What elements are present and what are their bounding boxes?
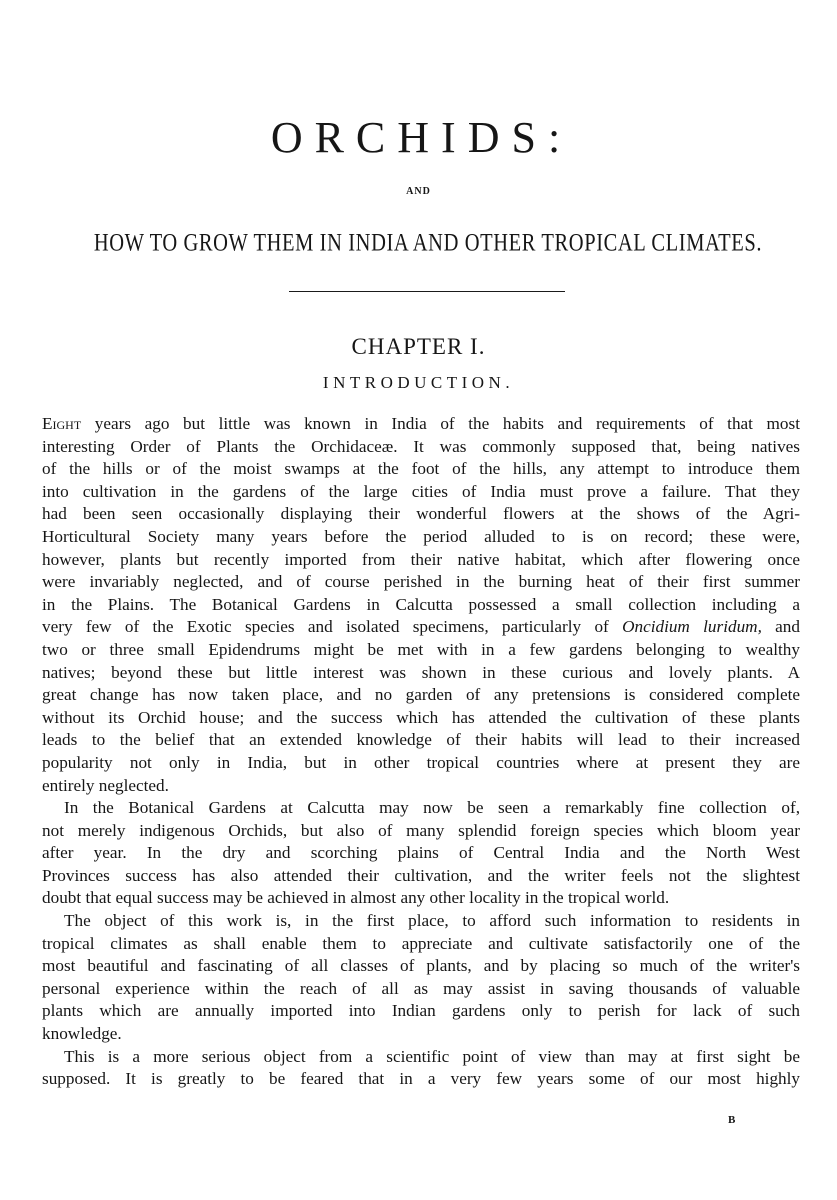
text-line — [42, 616, 800, 639]
book-subtitle: HOW TO GROW THEM IN INDIA AND OTHER TROPICAL CLIMATES. — [93, 229, 763, 257]
text-line: not merely indigenous Orchids, but also of many splendid foreign species which bloom year — [42, 820, 800, 840]
text-line: interesting Order of Plants the Orchidaceæ. It was commonly supposed that, being natives — [42, 436, 800, 456]
body-text — [42, 413, 800, 1091]
paragraph-1 — [42, 413, 800, 797]
text-line: were invariably neglected, and of course perished in the burning heat of their first summer — [42, 572, 800, 592]
text-line: In the Botanical Gardens at Calcutta may now be seen a remarkably fine collection of, — [64, 798, 800, 818]
text-line: after year. In the dry and scorching plains of Central India and the North West — [42, 843, 800, 863]
section-heading: INTRODUCTION. — [322, 373, 515, 392]
text-line: without its Orchid house; and the success which has attended the cultivation of these plants — [42, 707, 800, 727]
text-line: natives; beyond these but little interest was shown in these curious and lovely plants. A — [42, 662, 800, 682]
text-line: personal experience within the reach of all as may assist in saving thousands of valuable — [42, 978, 800, 998]
text-line: entirely neglected. — [42, 775, 169, 795]
text-line: popularity not only in India, but in other tropical countries where at present they are — [42, 752, 800, 772]
text-line: Provinces success has also attended their cultivation, and the writer feels not the slightest — [42, 865, 800, 885]
text-line: however, plants but recently imported from their native habitat, which after flowering once — [42, 549, 800, 569]
text-line: tropical climates as shall enable them to appreciate and cultivate satisfactorily one of the — [42, 933, 800, 953]
text-line: leads to the belief that an extended knowledge of their habits will lead to their increased — [42, 730, 800, 750]
text-line: most beautiful and fascinating of all classes of plants, and by placing so much of the writer's — [42, 956, 800, 976]
paragraph-4 — [42, 1046, 800, 1091]
drop-word: Eight — [42, 414, 82, 433]
text-line: This is a more serious object from a scientific point of view than may at first sight be — [64, 1046, 800, 1066]
chapter-heading: CHAPTER I. — [351, 334, 486, 359]
book-title: ORCHIDS: — [270, 113, 573, 162]
text-line: great change has now taken place, and no garden of any pretensions is considered complete — [42, 685, 800, 705]
text-line: of the hills or of the moist swamps at the foot of the hills, any attempt to introduce them — [42, 459, 800, 479]
text-line: knowledge. — [42, 1024, 122, 1044]
text-line: into cultivation in the gardens of the large cities of India must prove a failure. That they — [42, 481, 800, 501]
title-divider-rule — [289, 291, 565, 292]
text-segment: and — [761, 617, 800, 637]
text-segment: very few of the Exotic species and isolated specimens, particularly of — [42, 617, 623, 637]
species-name: Oncidium luridum, — [622, 617, 762, 637]
title-conjunction: AND — [406, 186, 431, 197]
paragraph-2 — [42, 797, 800, 910]
text-line-rest: years ago but little was known in India of the habits and requirements of that most — [81, 414, 800, 433]
text-line: in the Plains. The Botanical Gardens in Calcutta possessed a small collection including a — [42, 594, 800, 614]
paragraph-3 — [42, 910, 800, 1046]
text-line — [42, 413, 800, 436]
text-line: Horticultural Society many years before the period alluded to is on record; these were, — [42, 526, 800, 546]
text-line: had been seen occasionally displaying their wonderful flowers at the shows of the Agri- — [42, 504, 800, 524]
signature-mark: B — [728, 1114, 736, 1126]
text-line: The object of this work is, in the first place, to afford such information to residents in — [64, 911, 800, 931]
text-line: supposed. It is greatly to be feared that in a very few years some of our most highly — [42, 1069, 800, 1089]
text-line: two or three small Epidendrums might be met with in a few gardens belonging to wealthy — [42, 639, 800, 659]
text-line: plants which are annually imported into Indian gardens only to perish for lack of such — [42, 1001, 800, 1021]
text-line: doubt that equal success may be achieved in almost any other locality in the tropical world. — [42, 888, 670, 908]
